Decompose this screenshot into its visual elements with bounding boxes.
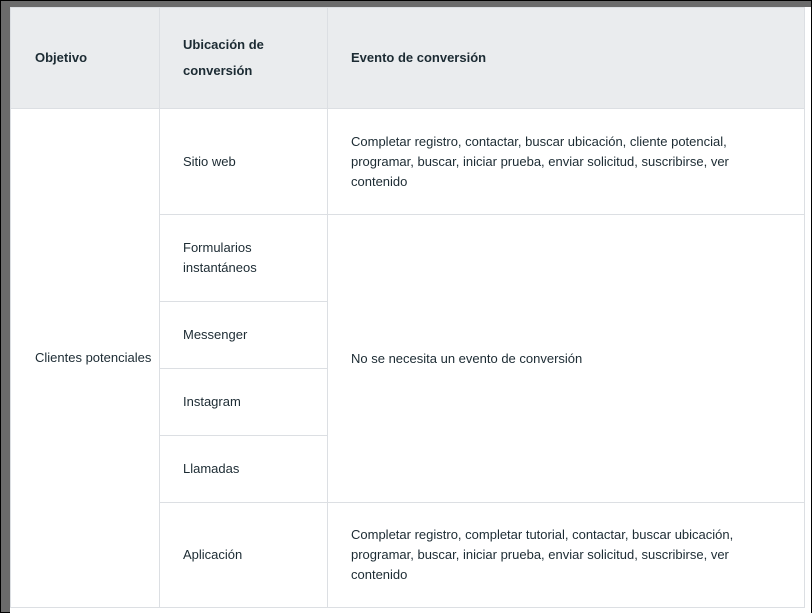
header-location [160,8,328,109]
location-cell: Sitio web [160,109,328,215]
table-header-row [11,8,805,109]
header-location-label: Ubicación de conversión [183,37,264,78]
conversion-table [10,7,805,608]
location-cell: Formularios instantáneos [160,215,328,302]
table-row [11,109,805,215]
header-event: Evento de conversión [328,8,805,109]
location-cell: Llamadas [160,436,328,503]
event-cell: No se necesita un evento de conversión [328,215,805,503]
header-objective: Objetivo [11,8,160,109]
location-cell: Messenger [160,302,328,369]
event-cell: Completar registro, completar tutorial, contactar, buscar ubicación, programar, buscar, iniciar prueba, enviar solicitud, suscribirse, ver contenido [328,503,805,608]
event-cell: Completar registro, contactar, buscar ubicación, cliente potencial, programar, buscar, iniciar prueba, enviar solicitud, suscribirse, ver contenido [328,109,805,215]
location-cell: Instagram [160,369,328,436]
window-frame [1,1,811,612]
objective-cell: Clientes potenciales [11,109,160,608]
location-cell: Aplicación [160,503,328,608]
document-page [10,7,811,613]
